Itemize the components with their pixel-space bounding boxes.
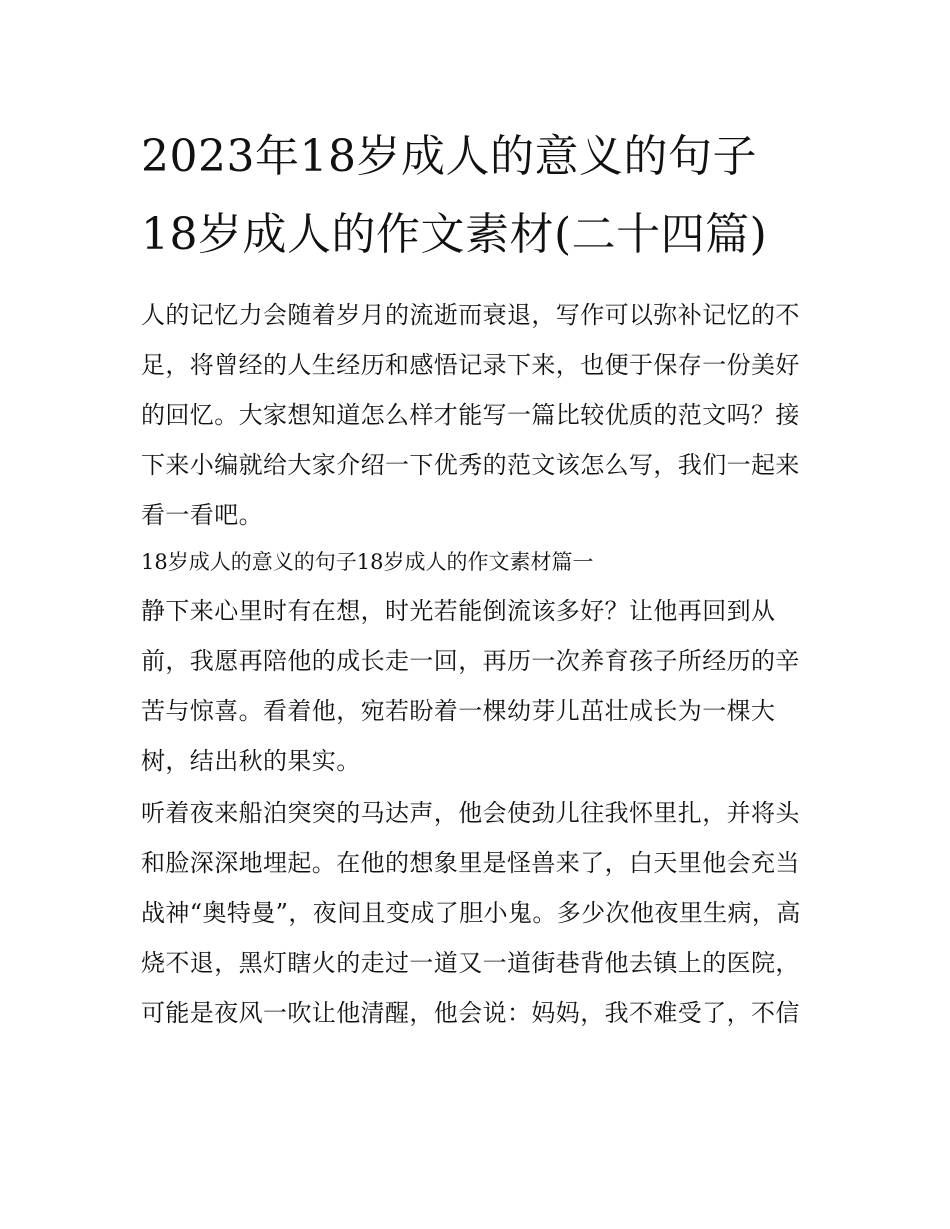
document-title: 2023年18岁成人的意义的句子18岁成人的作文素材(二十四篇): [141, 131, 768, 260]
intro-paragraph: 人的记忆力会随着岁月的流逝而衰退，写作可以弥补记忆的不足，将曾经的人生经历和感悟记录下来，也便于保存一份美好的回忆。大家想知道怎么样才能写一篇比较优质的范文吗？接下来小编就给大家介绍一下优秀的范文该怎么写，我们一起来看一看吧。: [141, 301, 800, 529]
section-heading: 18岁成人的意义的句子18岁成人的作文素材篇一: [141, 550, 594, 574]
body-paragraph-1: 静下来心里时有在想，时光若能倒流该多好？让他再回到从前，我愿再陪他的成长走一回，再历一次养育孩子所经历的辛苦与惊喜。看着他，宛若盼着一棵幼芽儿茁壮成长为一棵大树，结出秋的果实。: [141, 597, 800, 775]
body-paragraph-2: 听着夜来船泊突突的马达声，他会使劲儿往我怀里扎，并将头和脸深深地埋起。在他的想象里是怪兽来了，白天里他会充当战神“奥特曼”，夜间且变成了胆小鬼。多少次他夜里生病，高烧不退，黑灯瞎火的走过一道又一道街巷背他去镇上的医院，可能是夜风一吹让他清醒，他会说：妈妈，我不难受了，不信: [141, 799, 801, 1027]
document-page: [141, 118, 813, 1038]
